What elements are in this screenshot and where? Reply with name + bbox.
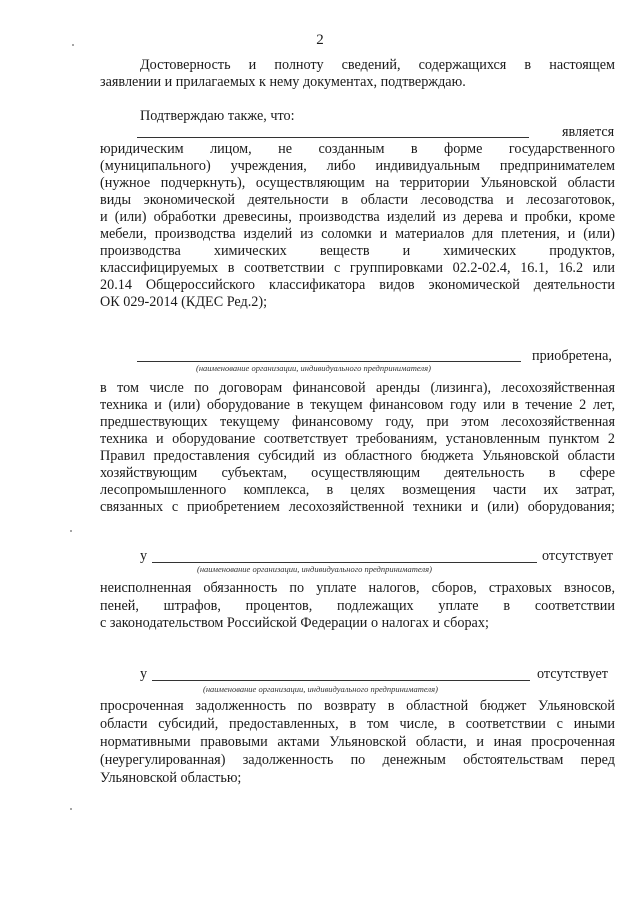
block4-line: (неурегулированная) задолженность по денежным обстоятельствам перед [100,752,615,768]
block1-line: (муниципального) учреждения, либо индивидуальным предпринимателем [100,158,615,174]
block2-line: лесопромышленного комплекса, в целях возмещения части их затрат, [100,482,615,498]
block4-line: просроченная задолженность по возврату в областной бюджет Ульяновской [100,698,615,714]
para1-line: заявлении и прилагаемых к нему документах, подтверждаю. [100,74,466,90]
block3-lead: у [140,548,148,564]
block2-line: предшествующих текущему финансовому году, при этом лесохозяйственная [100,414,615,430]
block4-line: нормативными правовыми актами Ульяновской области, и иная просроченная [100,734,615,750]
block1-line: 20.14 Общероссийского классификатора видов экономической деятельности [100,277,615,293]
block2-line: в том числе по договорам финансовой аренды (лизинга), лесохозяйственная [100,380,615,396]
block4-line: области субсидий, предоставленных, в том числе, в соответствии с иными [100,716,615,732]
block1-line: (нужное подчеркнуть), осуществляющим на территории Ульяновской области [100,175,615,191]
block1-tail: является [562,124,615,140]
block1-line: мебели, производства изделий из соломки и материалов для плетения, и (или) [100,226,615,242]
scan-speck [70,808,72,810]
block4-lead: у [140,666,148,682]
block1-line: классифицируемых в соответствии с группировками 02.2-02.4, 16.1, 16.2 или [100,260,615,276]
para2-intro: Подтверждаю также, что: [140,108,295,124]
scan-speck [70,530,72,532]
para1-line: Достоверность и полноту сведений, содержащихся в настоящем [140,57,615,73]
block1-line: производства химических веществ и химических продуктов, [100,243,615,259]
block1-line: юридическим лицом, не созданным в форме государственного [100,141,615,157]
block2-line: Правил предоставления субсидий из областного бюджета Ульяновской области [100,448,615,464]
block3-line: с законодательством Российской Федерации о налогах и сборах; [100,615,489,631]
block4-tail: отсутствует [537,666,608,682]
field-caption: (наименование организации, индивидуального предпринимателя) [196,363,431,373]
org-name-blank[interactable] [137,137,529,138]
scan-speck [72,44,74,46]
block3-tail: отсутствует [542,548,613,564]
field-caption: (наименование организации, индивидуального предпринимателя) [197,564,432,574]
block1-line: и (или) обработки древесины, производства изделий из дерева и пробки, кроме [100,209,615,225]
org-name-blank[interactable] [137,361,521,362]
block2-line: связанных с приобретением лесохозяйственной техники и (или) оборудования; [100,499,615,515]
block2-line: техника и оборудование соответствует требованиям, установленным пунктом 2 [100,431,615,447]
block2-tail: приобретена, [532,348,612,364]
block2-line: хозяйствующим субъектам, осуществляющим деятельность в сфере [100,465,615,481]
block1-line: виды экономической деятельности в области лесоводства и лесозаготовок, [100,192,615,208]
page-number: 2 [316,32,324,48]
block3-line: неисполненная обязанность по уплате налогов, сборов, страховых взносов, [100,580,615,596]
block3-line: пеней, штрафов, процентов, подлежащих уплате в соответствии [100,598,615,614]
block1-line: ОК 029-2014 (КДЕС Ред.2); [100,294,268,310]
org-name-blank[interactable] [152,680,530,681]
block4-line: Ульяновской областью; [100,770,242,786]
field-caption: (наименование организации, индивидуального предпринимателя) [203,684,438,694]
org-name-blank[interactable] [152,562,537,563]
block2-line: техника и (или) оборудование в текущем финансовом году или в течение 2 лет, [100,397,615,413]
